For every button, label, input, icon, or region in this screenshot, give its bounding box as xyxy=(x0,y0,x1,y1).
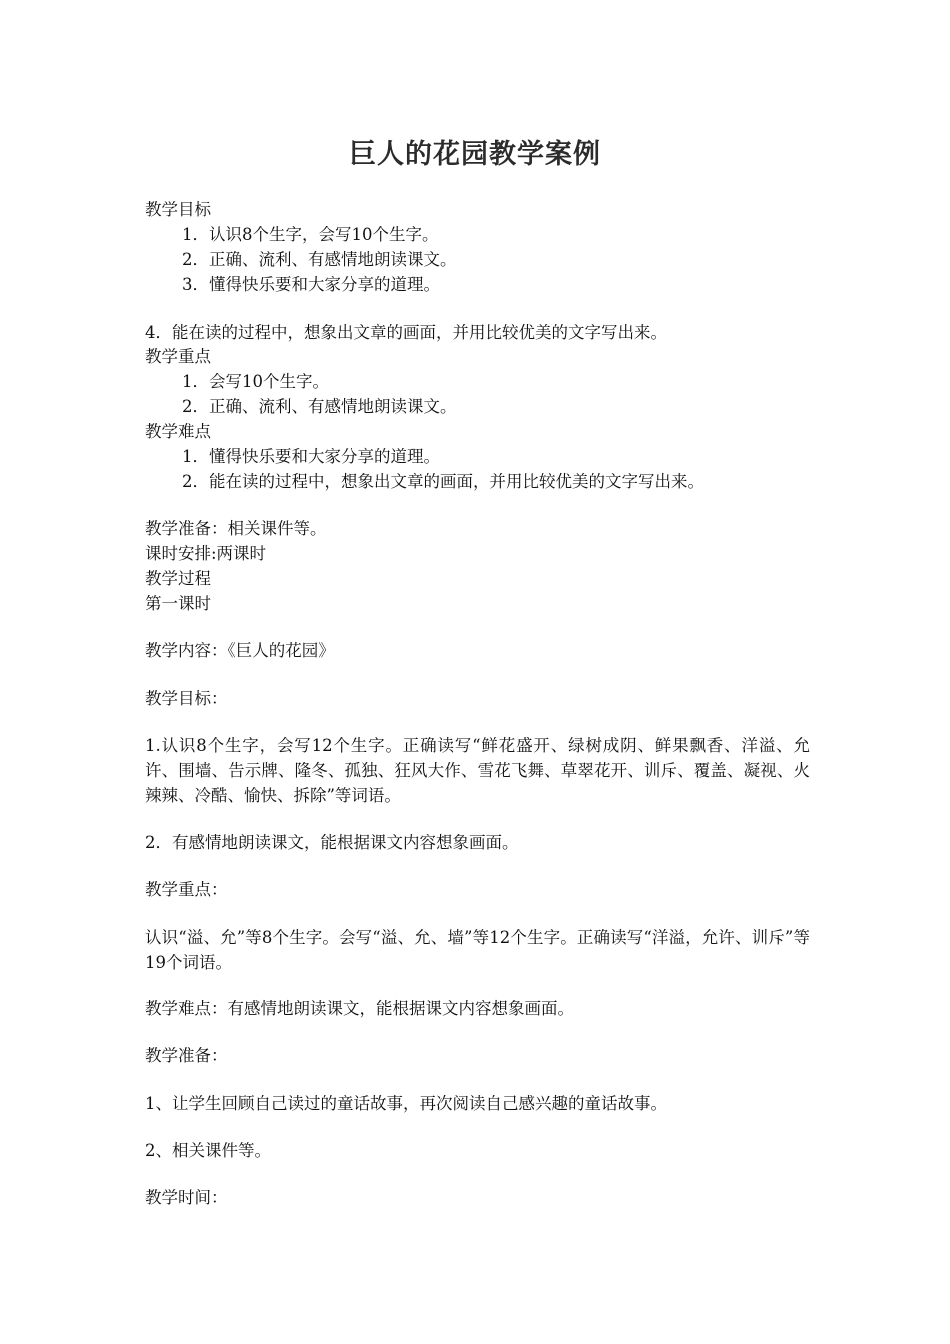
first-lesson-heading: 第一课时 xyxy=(145,594,211,613)
lesson-prep-item: 2、相关课件等。 xyxy=(145,1141,271,1160)
goal-item: 2．正确、流利、有感情地朗读课文。 xyxy=(182,250,457,269)
key-point-item: 1．会写10个生字。 xyxy=(182,372,329,391)
goal-item: 1．认识8个生字，会写10个生字。 xyxy=(182,225,439,244)
lesson-goal-1: 1.认识8个生字，会写12个生字。正确读写“鲜花盛开、绿树成阴、鲜果飘香、洋溢、允许、围墙、告示牌、隆冬、孤独、狂风大作、雪花飞舞、草翠花开、训斥、覆盖、凝视、火辣辣、冷酷、愉快、拆除”等词语。 xyxy=(145,736,810,805)
lesson-goal-2: 2．有感情地朗读课文，能根据课文内容想象画面。 xyxy=(145,833,519,852)
lesson-key-text: 认识“溢、允”等8个生字。会写“溢、允、墙”等12个生字。正确读写“洋溢，允许、训斥”等19个词语。 xyxy=(145,928,810,972)
key-points-heading: 教学重点 xyxy=(145,347,211,366)
process-heading: 教学过程 xyxy=(145,569,211,588)
prep-line: 教学准备：相关课件等。 xyxy=(145,519,327,538)
document-title: 巨人的花园教学案例 xyxy=(349,139,601,170)
lesson-key-heading: 教学重点： xyxy=(145,880,228,899)
schedule-line: 课时安排:两课时 xyxy=(145,544,267,563)
lesson-difficulty: 教学难点：有感情地朗读课文，能根据课文内容想象画面。 xyxy=(145,999,574,1018)
content-line: 教学内容：《巨人的花园》 xyxy=(145,641,335,660)
lesson-time-heading: 教学时间： xyxy=(145,1188,228,1207)
difficulty-item: 1．懂得快乐要和大家分享的道理。 xyxy=(182,447,440,466)
difficulties-heading: 教学难点 xyxy=(145,422,211,441)
goal-item: 3．懂得快乐要和大家分享的道理。 xyxy=(182,275,440,294)
lesson-prep-item: 1、让学生回顾自己读过的童话故事，再次阅读自己感兴趣的童话故事。 xyxy=(145,1094,667,1113)
goal-item-4: 4．能在读的过程中，想象出文章的画面，并用比较优美的文字写出来。 xyxy=(145,323,667,342)
lesson-prep-heading: 教学准备： xyxy=(145,1046,228,1065)
key-point-item: 2．正确、流利、有感情地朗读课文。 xyxy=(182,397,457,416)
lesson-goals-heading: 教学目标： xyxy=(145,689,228,708)
difficulty-item: 2．能在读的过程中，想象出文章的画面，并用比较优美的文字写出来。 xyxy=(182,472,704,491)
goals-heading: 教学目标 xyxy=(145,200,211,219)
